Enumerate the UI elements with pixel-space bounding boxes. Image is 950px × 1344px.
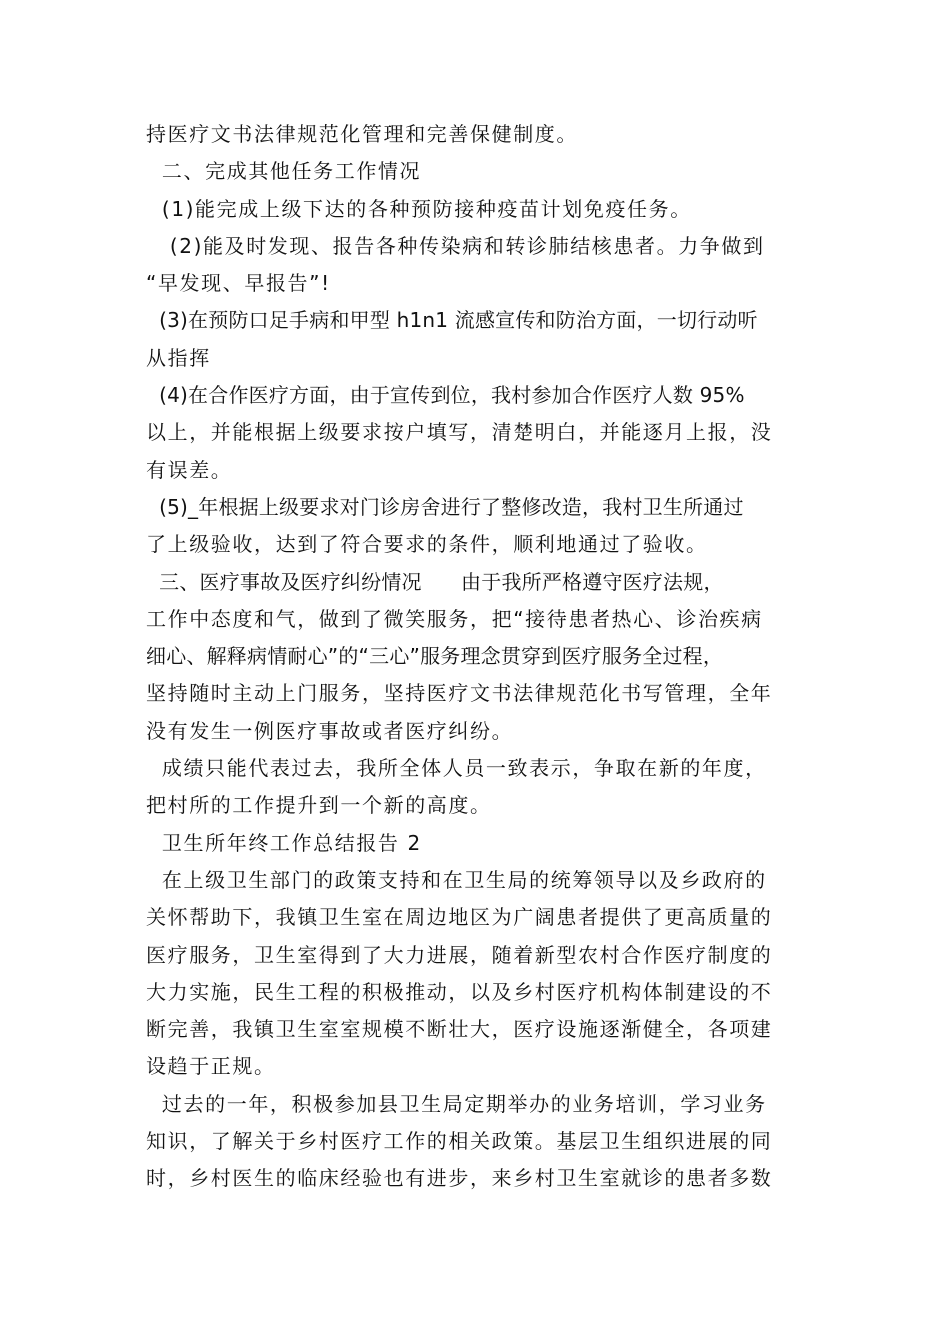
text-line: (4)在合作医疗方面，由于宣传到位，我村参加合作医疗人数 95% (146, 383, 745, 408)
text-line: 大力实施，民生工程的积极推动，以及乡村医疗机构体制建设的不 (146, 979, 773, 1004)
text-line: 工作中态度和气，做到了微笑服务，把“接待患者热心、诊治疾病 (146, 606, 763, 631)
text-line: 没有发生一例医疗事故或者医疗纠纷。 (146, 718, 514, 743)
text-line: 知识，了解关于乡村医疗工作的相关政策。基层卫生组织进展的同 (146, 1129, 773, 1154)
text-line: 时，乡村医生的临床经验也有进步，来乡村卫生室就诊的患者多数 (146, 1166, 773, 1191)
text-line: 持医疗文书法律规范化管理和完善保健制度。 (146, 122, 578, 146)
text-line: 细心、解释病情耐心”的“三心”服务理念贯穿到医疗服务全过程， (146, 644, 724, 669)
text-line: 以上，并能根据上级要求按户填写，清楚明白，并能逐月上报，没 (146, 420, 773, 445)
text-line: 成绩只能代表过去，我所全体人员一致表示，争取在新的年度， (146, 756, 767, 781)
text-line: 了上级验收，达到了符合要求的条件，顺利地通过了验收。 (146, 532, 708, 557)
text-line: 在上级卫生部门的政策支持和在卫生局的统筹领导以及乡政府的 (146, 867, 767, 892)
text-line: (3)在预防口足手病和甲型 h1n1 流感宣传和防治方面，一切行动听 (146, 308, 758, 333)
text-line: 设趋于正规。 (146, 1054, 276, 1079)
section-heading: 二、完成其他任务工作情况 (146, 159, 422, 184)
text-line: 从指挥 (146, 345, 211, 370)
text-line: (5)_年根据上级要求对门诊房舍进行了整修改造，我村卫生所通过 (146, 494, 744, 519)
section-heading: 三、医疗事故及医疗纠纷情况 由于我所严格遵守医疗法规， (146, 569, 724, 594)
text-line: 坚持随时主动上门服务，坚持医疗文书法律规范化书写管理，全年 (146, 681, 773, 706)
text-line: 把村所的工作提升到一个新的高度。 (146, 793, 492, 818)
text-line: 过去的一年，积极参加县卫生局定期举办的业务培训，学习业务 (146, 1091, 767, 1116)
text-line: (1)能完成上级下达的各种预防接种疫苗计划免疫任务。 (146, 196, 692, 221)
report-title: 卫生所年终工作总结报告 2 (146, 830, 422, 855)
text-line: 医疗服务，卫生室得到了大力进展，随着新型农村合作医疗制度的 (146, 942, 773, 967)
text-line: “早发现、早报告”! (146, 271, 331, 296)
text-line: (2)能及时发现、报告各种传染病和转诊肺结核患者。力争做到 (146, 233, 765, 258)
document-body (146, 116, 818, 1198)
text-line: 断完善，我镇卫生室室规模不断壮大，医疗设施逐渐健全，各项建 (146, 1017, 773, 1042)
text-line: 有误差。 (146, 457, 233, 482)
text-line: 关怀帮助下，我镇卫生室在周边地区为广阔患者提供了更高质量的 (146, 905, 773, 930)
